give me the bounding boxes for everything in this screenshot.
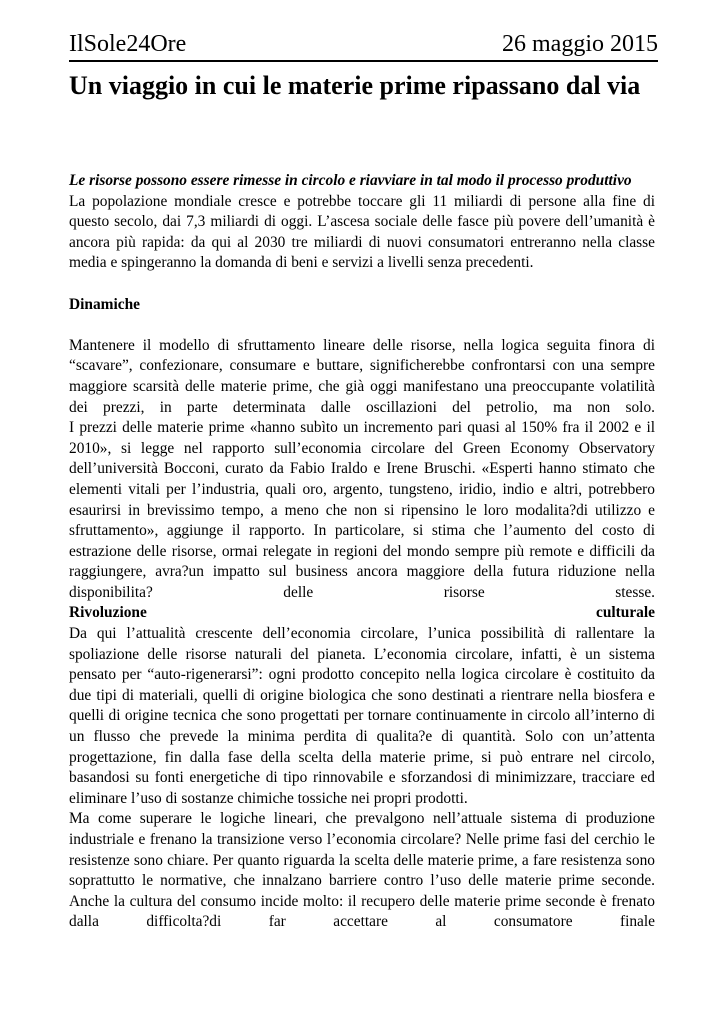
article-body [69,171,655,933]
intro-paragraph: La popolazione mondiale cresce e potrebbe toccare gli 11 miliardi di persone alla fine di questo secolo, dai 7,3 miliardi di oggi. L’ascesa sociale delle fasce più povere dell’umanità è ancora più rapida: da qui al 2030 tre miliardi di nuovi consumatori entreranno nella classe media e spingeranno la domanda di beni e servizi a livelli senza precedenti. [69,192,655,272]
article-title: Un viaggio in cui le materie prime ripassano dal via [69,71,641,100]
section1-paragraph-1: Mantenere il modello di sfruttamento lineare delle risorse, nella logica seguita finora di “scavare”, confezionare, consumare e buttare, significherebbe confrontarsi con una sempre maggiore scarsità delle materie prime, che già oggi manifestano una preoccupante volatilità dei prezzi, in parte determinata dalle oscillazioni del petrolio, ma non solo. [69,336,655,416]
publication-date: 26 maggio 2015 [502,31,658,57]
publication-name: IlSole24Ore [69,31,187,57]
section2-paragraph-2: Ma come superare le logiche lineari, che prevalgono nell’attuale sistema di produzione industriale e frenano la transizione verso l’economia circolare? Nelle prime fasi del cerchio le resistenze sono chiare. Per quanto riguarda la scelta delle materie prime, a fare resistenza sono soprattutto le normative, che innalzano barriere contro l’uso delle materie prime seconde. Anche la cultura del consumo incide molto: il recupero delle materie prime seconde è frenato dalla difficolta?di far accettare al consumatore finale [69,810,655,931]
spacer [69,274,655,295]
section-heading-dinamiche: Dinamiche [69,295,140,313]
section-heading-rivoluzione: Rivoluzione culturale [69,604,655,622]
spacer [69,315,655,336]
article-subtitle: Le risorse possono essere rimesse in circolo e riavviare in tal modo il processo produttivo [69,172,632,189]
masthead [69,28,658,62]
section1-paragraph-2: I prezzi delle materie prime «hanno subìto un incremento pari quasi al 150% fra il 2002 e il 2010», si legge nel rapporto sull’economia circolare del Green Economy Observatory dell’università Bocconi, curato da Fabio Iraldo e Irene Bruschi. «Esperti hanno stimato che elementi vitali per l’industria, quali oro, argento, tungsteno, iridio, indio e altri, potrebbero esaurirsi in brevissimo tempo, a meno che non si ripensino le loro modalita?di utilizzo e sfruttamento», aggiunge il rapporto. In particolare, si stima che l’aumento del costo di estrazione delle risorse, ormai relegate in regioni del mondo sempre più remote e difficili da raggiungere, avra?un impatto sul business ancora maggiore della futura riduzione nella disponibilita? delle risorse stesse. [69,419,655,601]
section2-paragraph-1: Da qui l’attualità crescente dell’economia circolare, l’unica possibilità di rallentare la spoliazione delle risorse naturali del pianeta. L’economia circolare, infatti, è un sistema pensato per “auto-rigenerarsi”: ogni prodotto concepito nella logica circolare è costituito da due tipi di materiali, quelli di origine biologica che sono destinati a rientrare nella biosfera e quelli di origine tecnica che sono progettati per tornare continuamente in circolo all’interno di un flusso che prevede la minima perdita di qualita?e di quantità. Solo con un’attenta progettazione, fin dalla fase della scelta della materie prime, si può entrare nel circolo, basandosi su fonti energetiche di tipo rinnovabile e sforzandosi di minimizzare, tracciare ed eliminare l’uso di sostanze chimiche tossiche nei propri prodotti. [69,625,655,807]
